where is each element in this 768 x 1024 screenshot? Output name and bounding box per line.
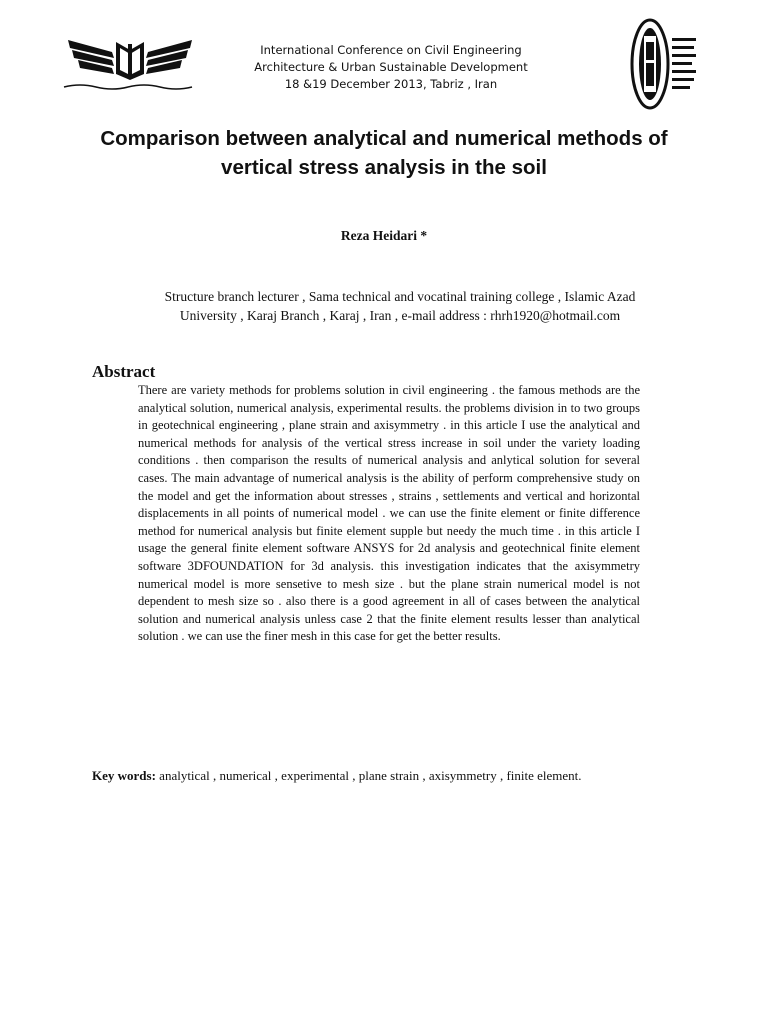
conference-info: [200, 42, 582, 93]
author-affiliation: Structure branch lecturer , Sama technical and vocatinal training college , Islamic Azad University , Karaj Branch , Karaj , Iran , e-mail address : rhrh1920@hotmail.com: [164, 289, 636, 323]
university-wings-logo-icon: [60, 30, 200, 92]
conference-line-date: 18 &19 December 2013, Tabriz , Iran: [284, 77, 498, 91]
author-name: Reza Heidari *: [340, 228, 428, 243]
conference-logo: [628, 16, 700, 112]
abstract-heading: Abstract: [92, 362, 156, 381]
keywords-list: analytical , numerical , experimental , plane strain , axisymmetry , finite element.: [155, 768, 582, 783]
paper-title: Comparison between analytical and numerical methods of vertical stress analysis in the soil: [100, 127, 668, 179]
conference-seal-logo-icon: [628, 16, 700, 112]
conference-line-topic: Architecture & Urban Sustainable Development: [254, 60, 528, 74]
abstract-text: There are variety methods for problems solution in civil engineering . the famous methods are the analytical solution, numerical analysis, experimental results. the problems division in to two groups in geotechnical engineering , plane strain and axisymmetry . in this article I use the analytical and numerical methods for analysis of the vertical stress increase in soil under the variety loading conditions . then comparison the results of numerical analysis and anlytical solution for several cases. The main advantage of numerical analysis is the ability of perform comprehensive study on the model and get the information about stresses , strains , settlements and vertical and horizontal displacements in all points of numerical model . we can use the finite element or finite difference method for numerical analysis but finite element supple but needy the much time . in this article I usage the general finite element software ANSYS for 2d analysis and geotechnical finite element software 3DFOUNDATION for 3d analysis. this investigation indicates that the axisymmetry numerical model is more sensetive to mesh size . but the plane strain numerical model is not dependent to mesh size so . also there is a good agreement in all of cases between the analytical solution and numerical analysis unless case 2 that the finite element results lesser than analytical solution . we can use the finer mesh in this case for get the better results.: [138, 383, 640, 644]
university-logo: [60, 30, 200, 92]
keywords-label: Key words:: [92, 768, 156, 783]
conference-line-name: International Conference on Civil Engineering: [260, 43, 522, 57]
keywords: [92, 768, 692, 784]
